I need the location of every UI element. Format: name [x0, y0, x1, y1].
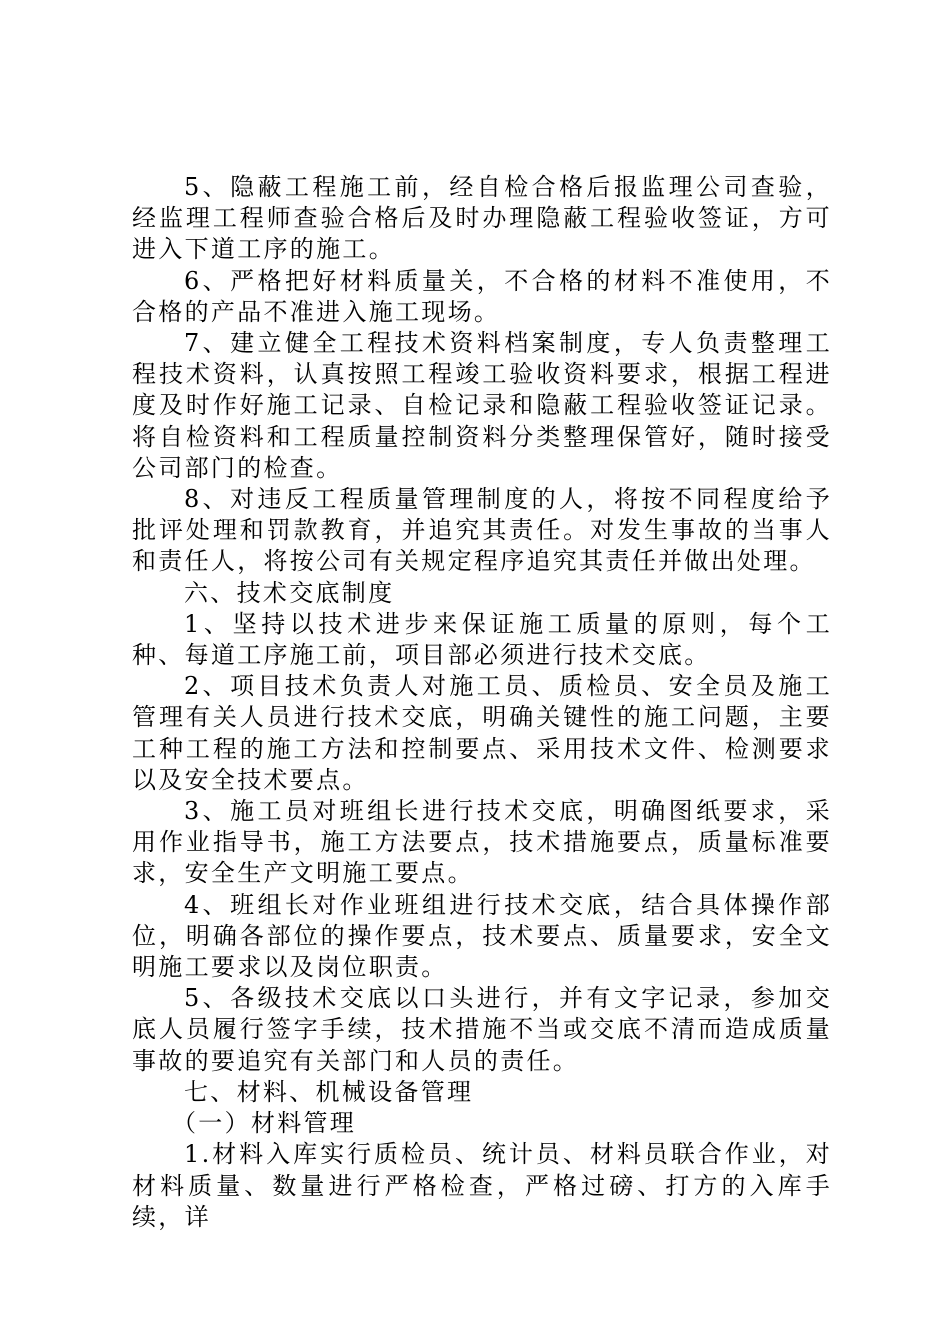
- paragraph-item-3-team-leader-briefing: 3、施工员对班组长进行技术交底，明确图纸要求，采用作业指导书，施工方法要点，技术措施要点，质量标准要求，安全生产文明施工要点。: [132, 797, 832, 888]
- paragraph-item-1-material-storage: 1.材料入库实行质检员、统计员、材料员联合作业，对材料质量、数量进行严格检查，严格过磅、打方的入库手续，详: [132, 1140, 832, 1231]
- paragraph-item-8-penalties: 8、对违反工程质量管理制度的人，将按不同程度给予批评处理和罚款教育，并追究其责任。对发生事故的当事人和责任人，将按公司有关规定程序追究其责任并做出处理。: [132, 485, 832, 576]
- section-heading-materials-equipment: 七、材料、机械设备管理: [184, 1077, 474, 1106]
- paragraph-item-4-work-team-briefing: 4、班组长对作业班组进行技术交底，结合具体操作部位，明确各部位的操作要点，技术要点、质量要求，安全文明施工要求以及岗位职责。: [132, 890, 832, 982]
- paragraph-item-1-briefing-principle: 1、坚持以技术进步来保证施工质量的原则，每个工种、每道工序施工前，项目部必须进行技术交底。: [132, 609, 832, 670]
- paragraph-item-5-briefing-records: 5、各级技术交底以口头进行，并有文字记录，参加交底人员履行签字手续，技术措施不当或交底不清而造成质量事故的要追究有关部门和人员的责任。: [132, 984, 832, 1075]
- paragraph-item-2-project-briefing: 2、项目技术负责人对施工员、质检员、安全员及施工管理有关人员进行技术交底，明确关键性的施工问题，主要工种工程的施工方法和控制要点、采用技术文件、检测要求以及安全技术要点。: [132, 672, 832, 794]
- paragraph-item-5-hidden-works: 5、隐蔽工程施工前，经自检合格后报监理公司查验，经监理工程师查验合格后及时办理隐蔽工程验收签证，方可进入下道工序的施工。: [132, 173, 832, 264]
- document-body: [132, 172, 832, 1233]
- section-heading-technical-briefing: 六、技术交底制度: [184, 578, 395, 607]
- subsection-heading-material-management: （一）材料管理: [172, 1109, 357, 1138]
- paragraph-item-6-material-quality: 6、严格把好材料质量关，不合格的材料不准使用，不合格的产品不准进入施工现场。: [132, 266, 832, 326]
- paragraph-item-7-technical-records: 7、建立健全工程技术资料档案制度，专人负责整理工程技术资料，认真按照工程竣工验收资料要求，根据工程进度及时作好施工记录、自检记录和隐蔽工程验收签证记录。将自检资料和工程质量控制资料分类整理保管好，随时接受公司部门的检查。: [132, 329, 832, 482]
